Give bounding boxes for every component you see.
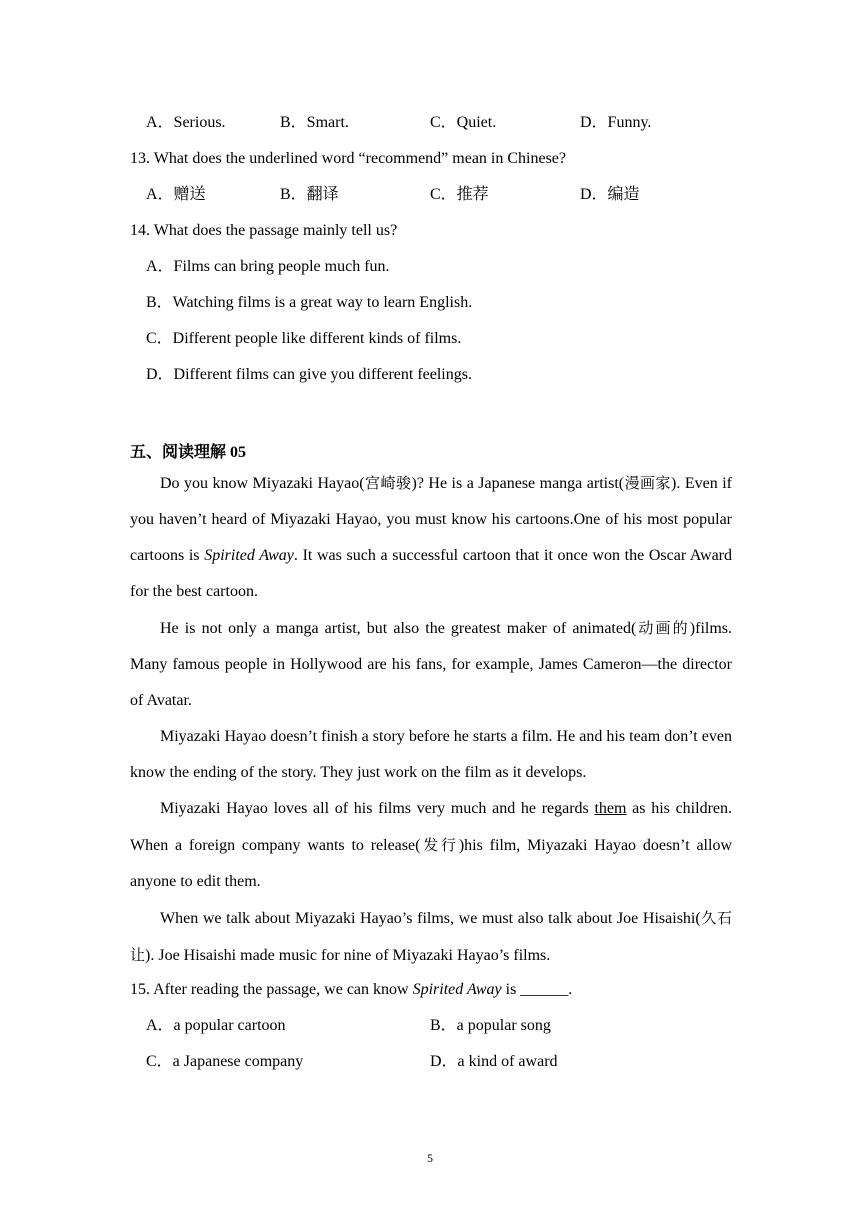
q15-option-d: D．a kind of award [430,1053,558,1070]
chinese-gloss: 动画的 [636,619,690,637]
text-span: )his film, Miyazaki Hayao doesn’t allow anyone to edit them. [130,837,732,890]
q14-option-d: D．Different films can give you different feelings. [146,366,472,383]
text-span: is ______. [501,981,573,998]
q15-option-a: A．a popular cartoon [146,1017,286,1034]
section-heading: 五、阅读理解 05 [130,444,247,461]
text-span: He is not only a manga artist, but also the greatest maker of animated( [160,620,637,637]
passage-paragraph-1 [130,465,732,610]
passage-paragraph-3: Miyazaki Hayao doesn’t finish a story before he starts a film. He and his team don’t even know the ending of the story. They just work on the film as it develops. [130,728,732,781]
chinese-gloss: 久石让 [130,909,732,964]
q13-option-a: A．赠送 [146,186,206,203]
chinese-gloss: 漫画家 [624,474,672,492]
text-span: as his children. When a foreign company wants to release( [130,800,733,854]
q13-option-b: B．翻译 [280,186,339,203]
q12-option-b: B．Smart. [280,114,349,131]
q13-question: 13. What does the underlined word “recommend” mean in Chinese? [130,150,567,167]
text-span: When we talk about Miyazaki Hayao’s films, we must also talk about Joe Hisaishi( [160,910,701,927]
q13-option-c: C．推荐 [430,186,489,203]
q14-question: 14. What does the passage mainly tell us? [130,222,398,239]
underlined-word: them [594,800,627,817]
q15-option-b: B．a popular song [430,1017,551,1034]
q14-option-a: A．Films can bring people much fun. [146,258,390,275]
film-title: Spirited Away [204,547,294,564]
text-span: )? He is a Japanese manga artist( [411,475,625,492]
passage [130,465,732,974]
q15-option-c: C．a Japanese company [146,1053,304,1070]
text-span: )films. Many famous people in Hollywood are his fans, for example, James Cameron—the director of Avatar. [130,620,732,709]
q14-option-b: B．Watching films is a great way to learn English. [146,294,473,311]
text-span: 15. After reading the passage, we can know [130,981,413,998]
q12-option-d: D．Funny. [580,114,652,131]
q13-option-d: D．编造 [580,186,640,203]
q14-option-c: C．Different people like different kinds of films. [146,330,462,347]
text-span: ). Joe Hisaishi made music for nine of Miyazaki Hayao’s films. [145,947,551,964]
passage-paragraph-5 [130,900,732,974]
text-span: Miyazaki Hayao loves all of his films very much and he regards [160,800,595,817]
chinese-gloss: 发行 [420,836,459,854]
text-span: . It was such a successful cartoon that it once won the Oscar Award for the best cartoon. [130,547,732,600]
q12-option-a: A．Serious. [146,114,226,131]
page-number: 5 [427,1151,433,1165]
passage-paragraph-2 [130,610,732,719]
q15-question [130,980,572,1000]
text-span: ). Even if you haven’t heard of Miyazaki Hayao, you must know his cartoons.One of his most popular cartoons is [130,475,732,564]
passage-paragraph-4 [130,791,732,900]
film-title: Spirited Away [412,981,502,998]
q12-option-c: C．Quiet. [430,114,497,131]
chinese-gloss: 宫崎骏 [364,474,412,492]
text-span: Do you know Miyazaki Hayao( [160,475,365,492]
